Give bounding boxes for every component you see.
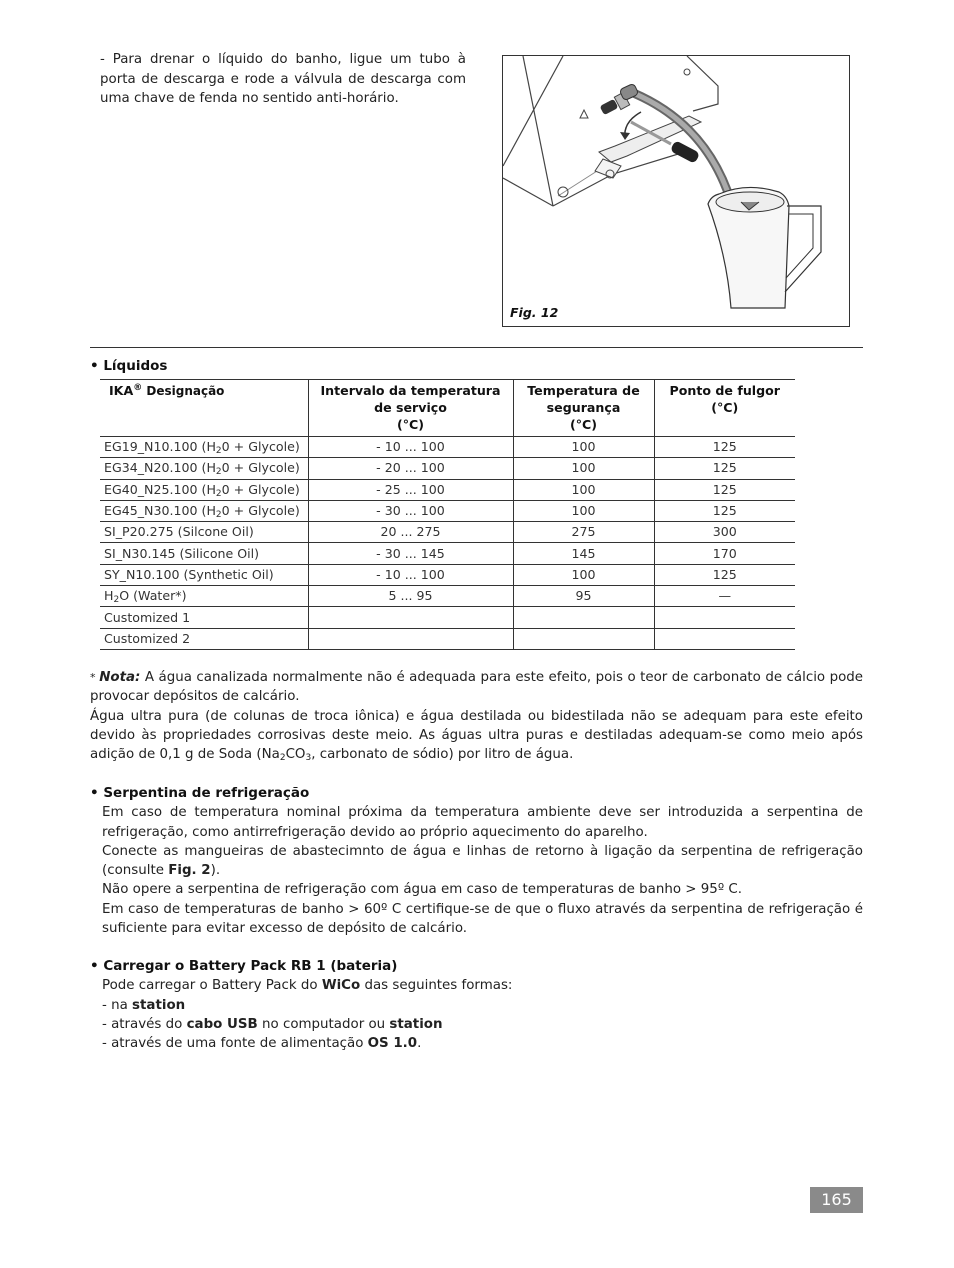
cell-safety-temp: 100 (513, 437, 654, 458)
cell-designation: SY_N10.100 (Synthetic Oil) (100, 564, 308, 585)
battery-section (90, 957, 863, 1053)
table-header-row (100, 380, 795, 437)
cell-service-range: - 20 ... 100 (308, 458, 513, 479)
battery-line-1: Pode carregar o Battery Pack do WiCo das seguintes formas: (102, 978, 513, 994)
cell-flash-point (654, 628, 795, 649)
cell-designation: EG40_N25.100 ($H_20$ + Glycole) (100, 479, 308, 500)
cell-service-range (308, 607, 513, 628)
cell-designation: Customized 2 (100, 628, 308, 649)
page-number: 165 (810, 1187, 863, 1213)
battery-line-4: - através de uma fonte de alimentação OS 1.0. (102, 1036, 422, 1052)
cell-safety-temp: 275 (513, 522, 654, 543)
cell-flash-point: 125 (654, 458, 795, 479)
cell-flash-point: 125 (654, 437, 795, 458)
table-row (100, 500, 795, 521)
coil-paragraph-3: Não opere a serpentina de refrigeração com água em caso de temperaturas de banho > 95º C. (102, 882, 742, 898)
liquids-table (100, 379, 795, 650)
cell-service-range: 20 ... 275 (308, 522, 513, 543)
cooling-coil-heading: • Serpentina de refrigeração (90, 785, 310, 801)
header-designation: IKA® Designação (100, 380, 308, 437)
cell-designation: Customized 1 (100, 607, 308, 628)
cell-service-range: - 30 ... 145 (308, 543, 513, 564)
cell-designation: SI_N30.145 (Silicone Oil) (100, 543, 308, 564)
cell-flash-point: 125 (654, 564, 795, 585)
cell-safety-temp: 145 (513, 543, 654, 564)
table-row (100, 564, 795, 585)
header-service-range: Intervalo da temperatura de serviço (°C) (308, 380, 513, 437)
cell-service-range: - 10 ... 100 (308, 564, 513, 585)
battery-line-3: - através do cabo USB no computador ou station (102, 1016, 443, 1032)
section-divider (90, 347, 863, 348)
cell-designation: EG19_N10.100 ($H_20$ + Glycole) (100, 437, 308, 458)
cell-safety-temp: 100 (513, 564, 654, 585)
coil-paragraph-1: Em caso de temperatura nominal próxima da temperatura ambiente deve ser introduzida a serpentina de refrigeração, como antirrefrigeração devido ao próprio aquecimento do aparelho. (102, 805, 863, 840)
coil-paragraph-4: Em caso de temperaturas de banho > 60º C certifique-se de que o fluxo através da serpentina de refrigeração é suficiente para evitar excesso de depósito de calcário. (102, 901, 863, 937)
cell-designation: $H_2O$ (Water*) (100, 586, 308, 607)
water-note (90, 668, 863, 764)
battery-line-2: - na station (102, 997, 186, 1013)
cell-safety-temp: 100 (513, 479, 654, 500)
table-row (100, 628, 795, 649)
cell-service-range: 5 ... 95 (308, 586, 513, 607)
cell-safety-temp (513, 628, 654, 649)
cell-designation: EG34_N20.100 ($H_20$ + Glycole) (100, 458, 308, 479)
cell-safety-temp: 95 (513, 586, 654, 607)
battery-heading: • Carregar o Battery Pack RB 1 (bateria) (90, 958, 398, 974)
table-row (100, 479, 795, 500)
table-row (100, 522, 795, 543)
table-row (100, 437, 795, 458)
note-paragraph-1: * Nota: A água canalizada normalmente não é adequada para este efeito, pois o teor de carbonato de cálcio pode provocar depósitos de calcário. (90, 670, 863, 705)
table-row (100, 543, 795, 564)
table-row (100, 586, 795, 607)
cell-service-range: - 10 ... 100 (308, 437, 513, 458)
cooling-coil-section (90, 784, 863, 938)
cell-service-range (308, 628, 513, 649)
cell-flash-point: — (654, 586, 795, 607)
header-safety-temp: Temperatura de segurança (°C) (513, 380, 654, 437)
cell-service-range: - 25 ... 100 (308, 479, 513, 500)
drain-instruction-text: - Para drenar o líquido do banho, ligue um tubo à porta de descarga e rode a válvula de descarga com uma chave de fenda no sentido anti-horário. (100, 52, 466, 106)
cell-flash-point (654, 607, 795, 628)
cell-flash-point: 125 (654, 500, 795, 521)
cell-flash-point: 125 (654, 479, 795, 500)
drain-illustration (503, 56, 849, 326)
cell-safety-temp (513, 607, 654, 628)
cell-service-range: - 30 ... 100 (308, 500, 513, 521)
cell-flash-point: 300 (654, 522, 795, 543)
note-paragraph-2: Água ultra pura (de colunas de troca iônica) e água destilada ou bidestilada não se adequam para este efeito devido às propriedades corrosivas deste meio. As águas ultra puras e destiladas adequam-se como meio após adição de 0,1 g de Soda ($Na_2CO_3$, carbonato de sódio) por litro de água. (90, 708, 863, 764)
figure-12 (502, 55, 850, 327)
cell-designation: SI_P20.275 (Silcone Oil) (100, 522, 308, 543)
table-row (100, 458, 795, 479)
coil-paragraph-2: Conecte as mangueiras de abastecimnto de água e linhas de retorno à ligação da serpentina de refrigeração (consulte Fig. 2). (102, 843, 863, 879)
cell-flash-point: 170 (654, 543, 795, 564)
table-row (100, 607, 795, 628)
cell-designation: EG45_N30.100 ($H_20$ + Glycole) (100, 500, 308, 521)
note-label: Nota: (99, 670, 141, 685)
figure-caption: Fig. 12 (510, 305, 559, 320)
drain-instruction (100, 50, 466, 109)
cell-safety-temp: 100 (513, 458, 654, 479)
liquids-heading: • Líquidos (90, 358, 168, 374)
header-flash-point: Ponto de fulgor (°C) (654, 380, 795, 437)
cell-safety-temp: 100 (513, 500, 654, 521)
